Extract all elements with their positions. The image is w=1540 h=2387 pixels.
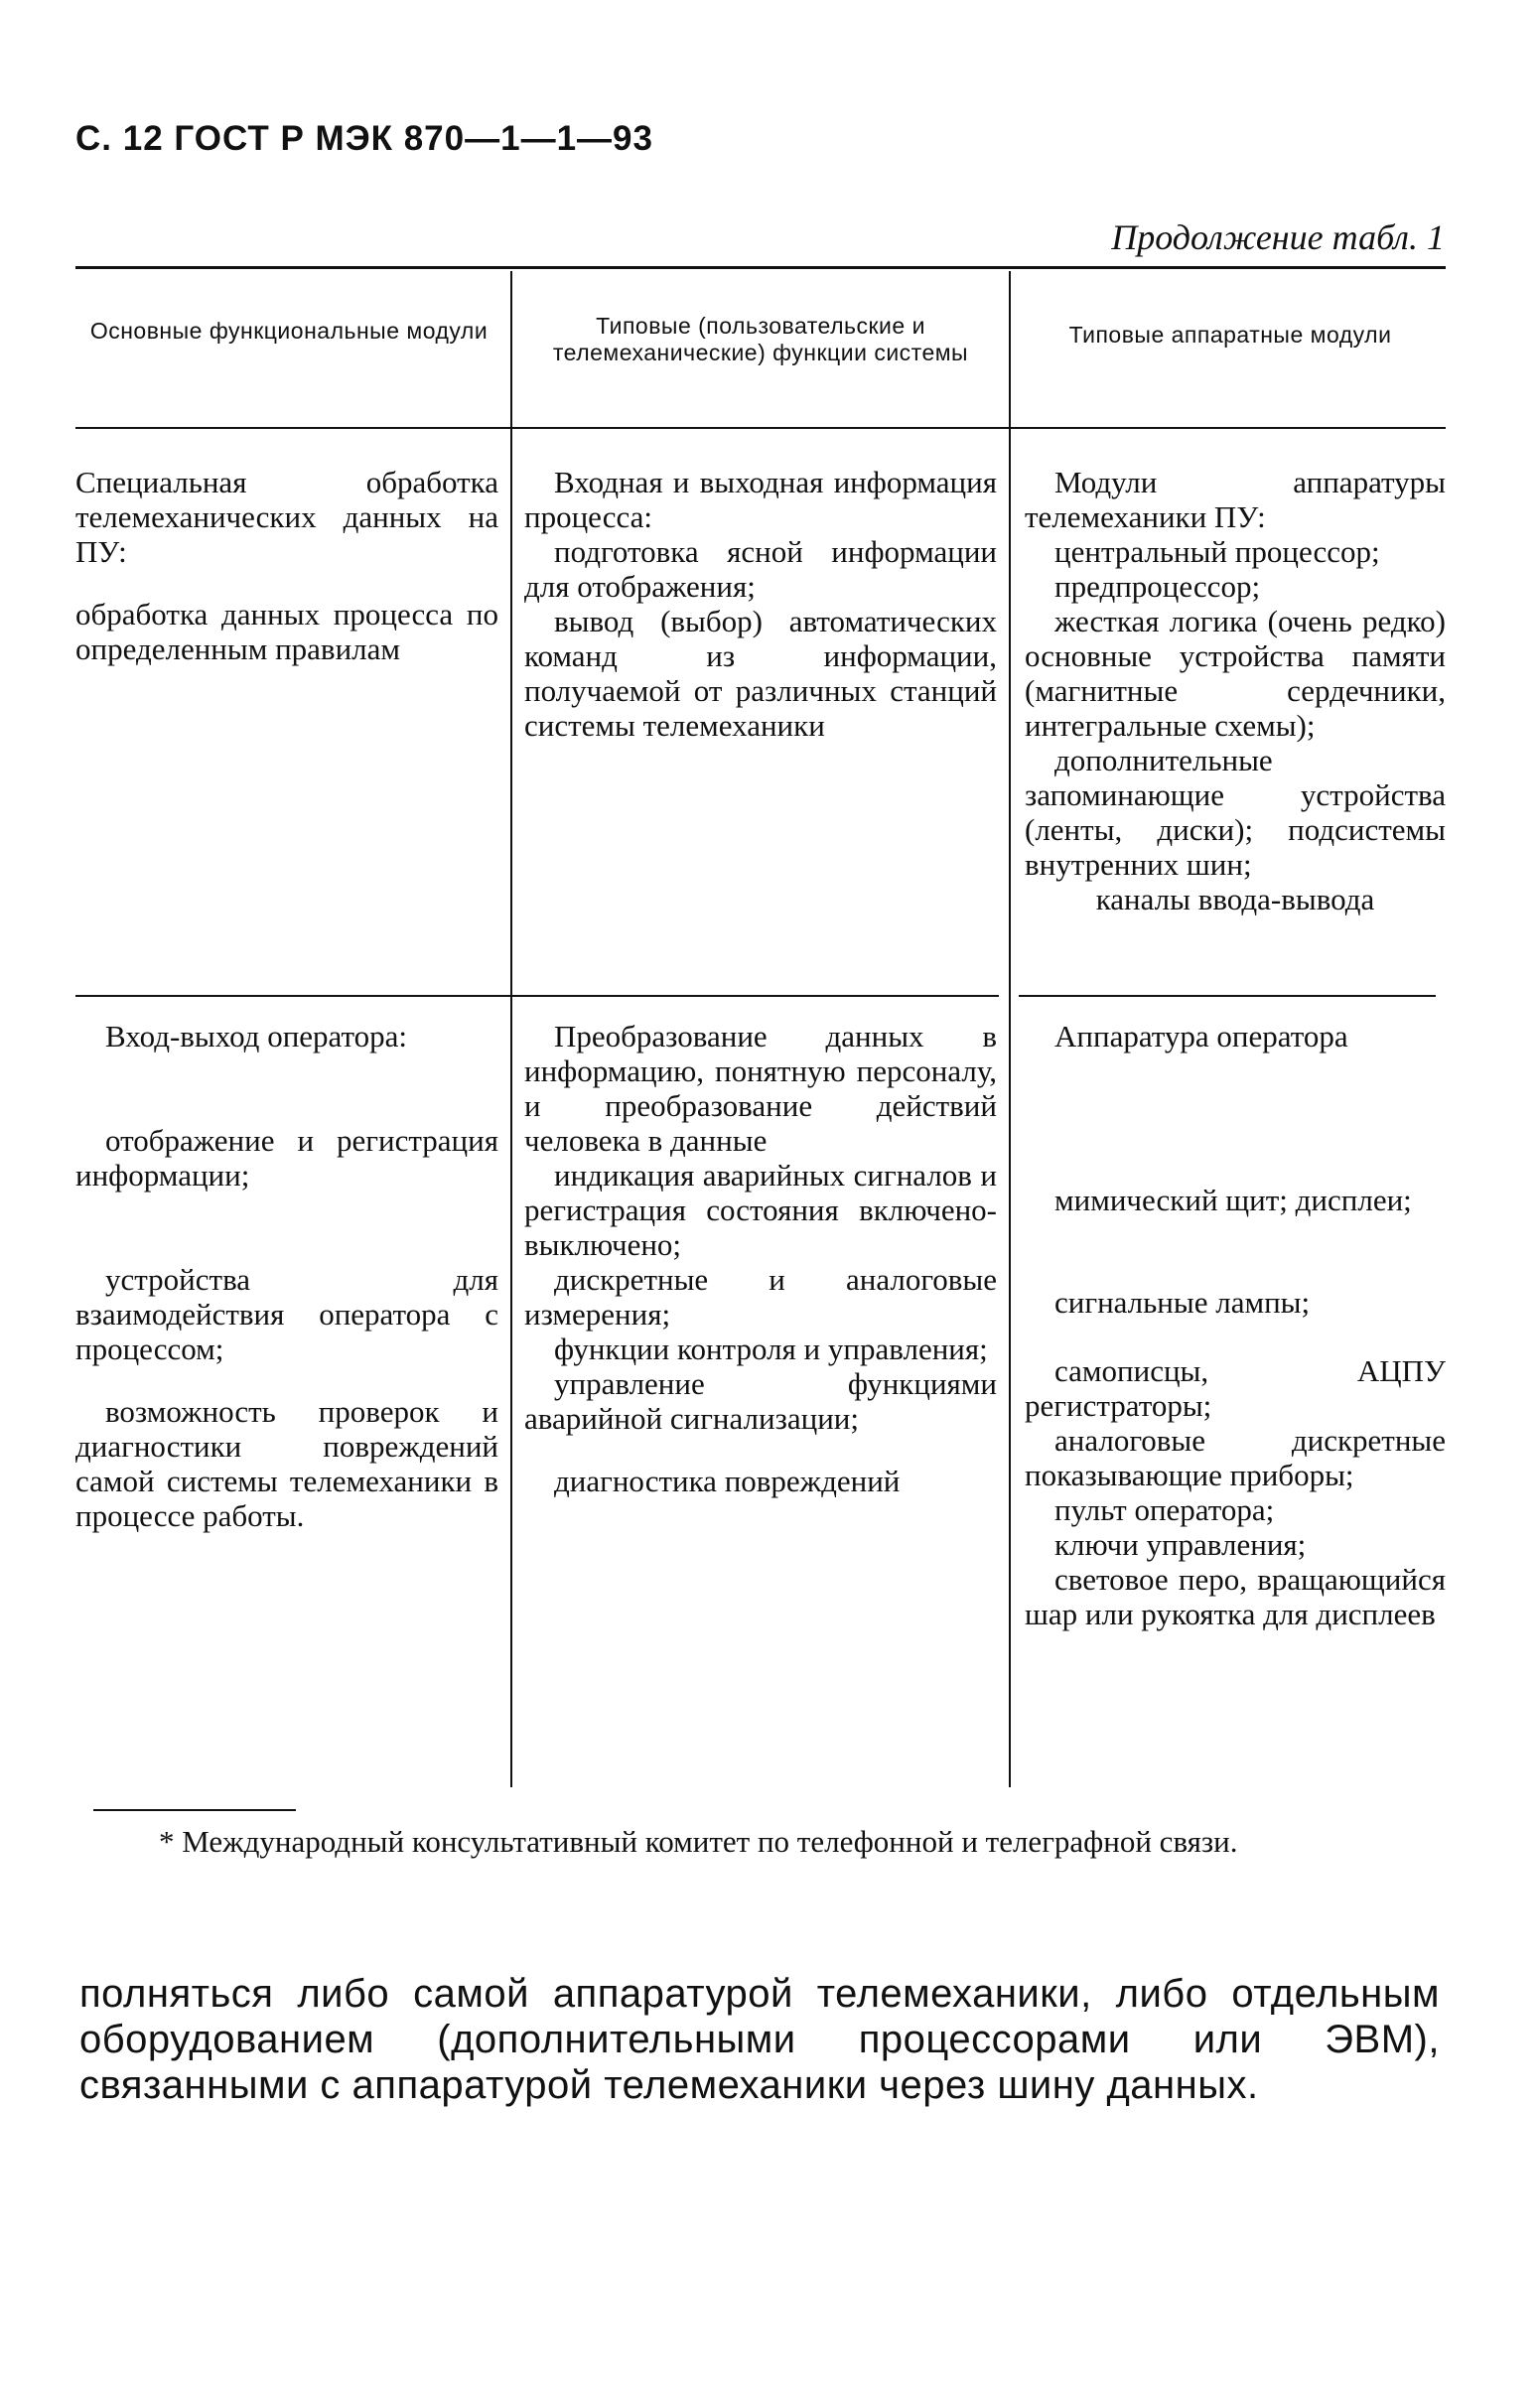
cell-line: мимический щит; дисплеи;: [1054, 1183, 1412, 1217]
cell-line: сигнальные лампы;: [1054, 1285, 1311, 1320]
cell-line: индикация аварийных сигналов и регистрация состояния включено-выключено;: [524, 1158, 997, 1262]
cell-line: пульт оператора;: [1054, 1492, 1275, 1527]
cell-line: дискретные и аналоговые измерения;: [524, 1262, 997, 1332]
cell-line: Аппаратура оператора: [1054, 1019, 1348, 1053]
cell-line: отображение и регистрация информации;: [75, 1123, 498, 1193]
column-header-system-functions: Типовые (пользовательские и телемеханические) функции системы: [552, 313, 969, 365]
cell-line: световое перо, вращающийся шар или рукоятка для дисплеев: [1025, 1562, 1446, 1631]
cell-line: Специальная обработка телемеханических данных на ПУ:: [75, 465, 498, 569]
column-header-functional-modules: Основные функциональные модули: [89, 318, 489, 344]
row-rule: [1019, 995, 1436, 997]
cell-line: Модули аппаратуры телемеханики ПУ:: [1025, 465, 1446, 534]
cell-line: самописцы, АЦПУ регистраторы;: [1025, 1353, 1446, 1423]
cell-line: жесткая логика (очень редко) основные устройства памяти (магнитные сердечники, интегральные схемы);: [1025, 604, 1446, 743]
footnote-separator: [93, 1809, 296, 1811]
cell-line: дополнительные запоминающие устройства (ленты, диски); подсистемы внутренних шин;: [1025, 743, 1446, 882]
table-continuation-label: Продолжение табл. 1: [1111, 217, 1445, 257]
cell-line: Входная и выходная информация процесса:: [524, 465, 997, 534]
column-divider-2: [1009, 271, 1011, 1787]
cell-line: аналоговые дискретные показывающие приборы;: [1025, 1423, 1446, 1492]
cell-line: ключи управления;: [1054, 1527, 1307, 1562]
cell-line: каналы ввода-вывода: [1095, 882, 1375, 916]
body-paragraph: полняться либо самой аппаратурой телемеханики, либо отдельным оборудованием (дополнительными процессорами или ЭВМ), связанными с аппаратурой телемеханики через шину данных.: [79, 1972, 1440, 2107]
data-table: [75, 266, 1446, 1787]
row-rule: [75, 995, 999, 997]
footnote: * Международный консультативный комитет по телефонной и телеграфной связи.: [159, 1824, 1238, 1859]
cell-line: вывод (выбор) автоматических команд из информации, получаемой от различных станций системы телемеханики: [524, 604, 997, 743]
table-cell-row1-col2: [524, 465, 997, 743]
column-divider-1: [510, 271, 512, 1787]
header-rule: [75, 427, 1446, 429]
table-cell-row2-col3: [1025, 1019, 1446, 1631]
cell-line: управление функциями аварийной сигнализации;: [524, 1366, 997, 1436]
table-cell-row1-col3: [1025, 465, 1446, 916]
page-title: С. 12 ГОСТ Р МЭК 870—1—1—93: [75, 119, 653, 158]
table-cell-row2-col1: [75, 1019, 498, 1533]
table-cell-row2-col2: [524, 1019, 997, 1498]
cell-line: предпроцессор;: [1054, 569, 1261, 604]
cell-line: центральный процессор;: [1054, 534, 1380, 569]
cell-line: подготовка ясной информации для отображения;: [524, 534, 997, 604]
cell-line: Вход-выход оператора:: [105, 1019, 408, 1053]
column-header-hardware-modules: Типовые аппаратные модули: [1068, 322, 1392, 348]
cell-line: диагностика повреждений: [554, 1464, 901, 1498]
cell-line: возможность проверок и диагностики повреждений самой системы телемеханики в процессе работы.: [75, 1394, 498, 1533]
table-cell-row1-col1: [75, 465, 498, 666]
cell-line: устройства для взаимодействия оператора с процессом;: [75, 1262, 498, 1366]
cell-line: обработка данных процесса по определенным правилам: [75, 597, 498, 666]
table-top-rule: [75, 266, 1446, 269]
cell-line: Преобразование данных в информацию, понятную персоналу, и преобразование действий человека в данные: [524, 1019, 997, 1158]
cell-line: функции контроля и управления;: [554, 1332, 988, 1366]
